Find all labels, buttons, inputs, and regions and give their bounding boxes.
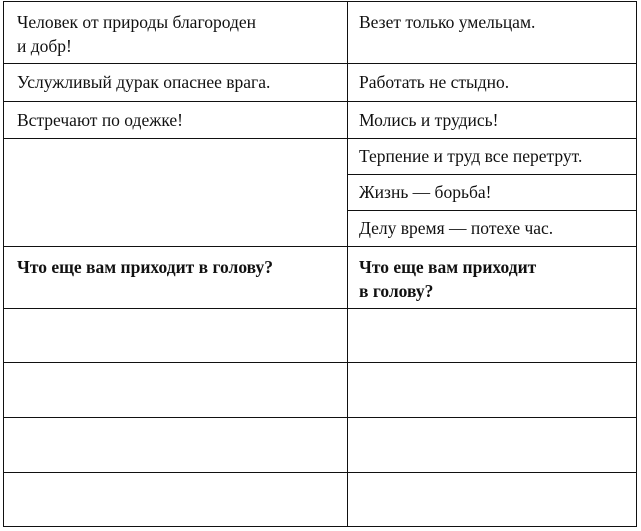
left-cell-1-line2: и добр! [17, 36, 72, 56]
row-divider [3, 101, 637, 102]
right-cell-2: Работать не стыдно. [359, 72, 510, 92]
row-divider [3, 63, 637, 64]
row-divider [3, 362, 637, 363]
blank-answer-right-4[interactable] [349, 474, 635, 525]
right-cell-5: Жизнь — борьба! [359, 182, 492, 202]
left-cell-2: Услужливый дурак опаснее врага. [17, 72, 271, 92]
blank-answer-left-1[interactable] [5, 310, 345, 361]
right-prompt-line1: Что еще вам приходит [359, 257, 537, 277]
blank-answer-left-3[interactable] [5, 419, 345, 471]
left-prompt-cell: Что еще вам приходит в голову? [17, 257, 273, 277]
blank-answer-right-2[interactable] [349, 364, 635, 416]
right-cell-3: Молись и трудись! [359, 110, 499, 130]
column-divider [347, 1, 348, 527]
row-divider [3, 246, 637, 247]
left-cell-3: Встречают по одежке! [17, 110, 183, 130]
left-cell-1 [17, 10, 256, 58]
row-divider [3, 472, 637, 473]
right-prompt-cell [359, 255, 536, 303]
row-divider-right [347, 174, 637, 175]
row-divider [3, 138, 637, 139]
right-prompt-line2: в голову? [359, 281, 434, 301]
right-cell-1: Везет только умельцам. [359, 12, 536, 32]
row-divider-right [347, 210, 637, 211]
right-cell-6: Делу время — потехе час. [359, 218, 554, 238]
left-cell-1-line1: Человек от природы благороден [17, 12, 256, 32]
blank-answer-left-4[interactable] [5, 474, 345, 525]
right-cell-4: Терпение и труд все перетрут. [359, 146, 583, 166]
blank-answer-left-2[interactable] [5, 364, 345, 416]
row-divider [3, 308, 637, 309]
row-divider [3, 417, 637, 418]
blank-answer-right-3[interactable] [349, 419, 635, 471]
blank-answer-right-1[interactable] [349, 310, 635, 361]
